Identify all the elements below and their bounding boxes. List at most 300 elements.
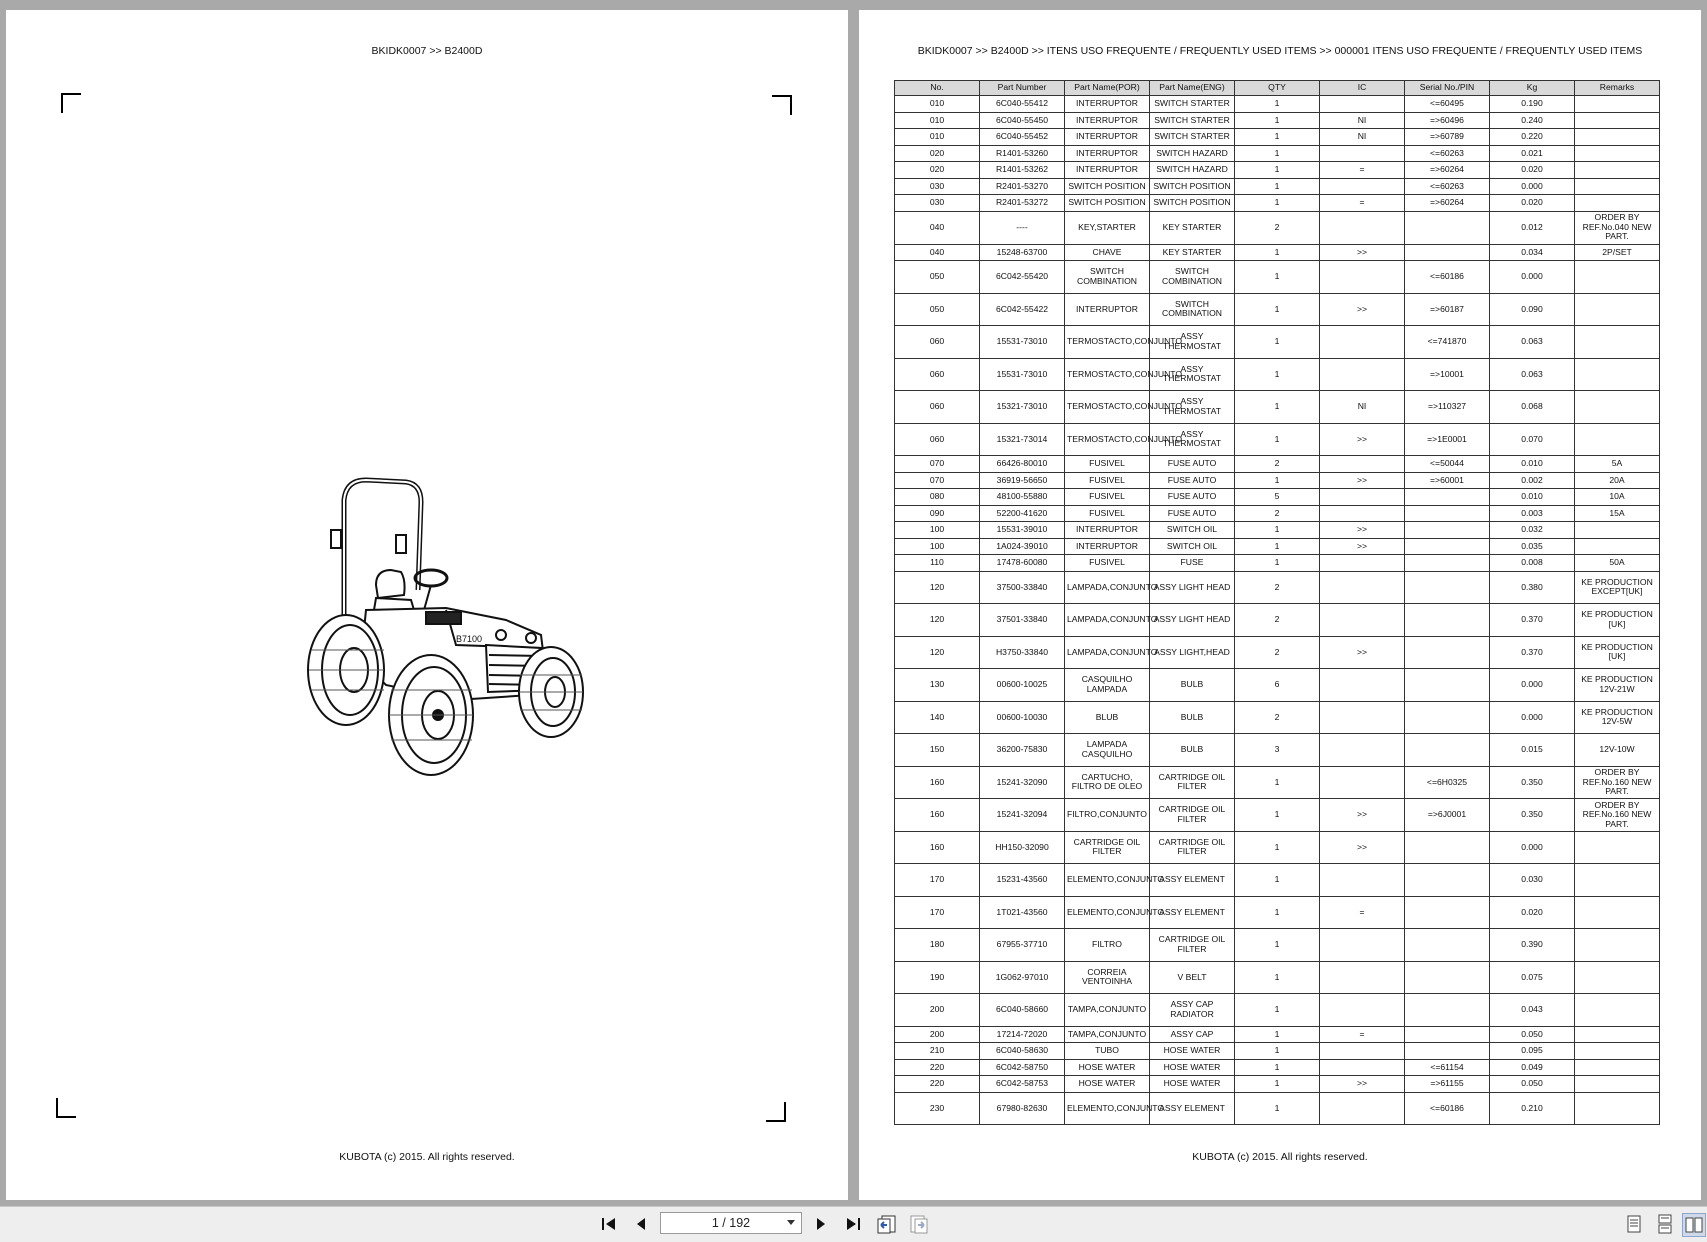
col-kg: 0.008 [1490, 555, 1575, 572]
col-remarks [1575, 162, 1660, 179]
col-part-name-eng: SWITCH COMBINATION [1150, 293, 1235, 326]
col-part-name-por: FUSIVEL [1065, 489, 1150, 506]
table-row [895, 669, 1660, 702]
col-kg: 0.000 [1490, 831, 1575, 864]
col-part-number: 1T021-43560 [980, 896, 1065, 929]
col-ic: >> [1320, 799, 1405, 832]
table-row [895, 555, 1660, 572]
col-part-name-por: TUBO [1065, 1043, 1150, 1060]
col-kg: 0.030 [1490, 864, 1575, 897]
col-part-number: R2401-53272 [980, 195, 1065, 212]
table-row [895, 489, 1660, 506]
col-serial [1405, 522, 1490, 539]
col-part-name-eng: FUSE AUTO [1150, 472, 1235, 489]
next-page-icon[interactable] [810, 1213, 832, 1235]
col-remarks: 50A [1575, 555, 1660, 572]
table-row [895, 538, 1660, 555]
col-serial [1405, 831, 1490, 864]
col-remarks: 2P/SET [1575, 244, 1660, 261]
col-ic: >> [1320, 423, 1405, 456]
col-serial [1405, 1043, 1490, 1060]
col-part-name-por: INTERRUPTOR [1065, 293, 1150, 326]
col-qty: 2 [1235, 211, 1320, 244]
col-qty: 1 [1235, 293, 1320, 326]
col-qty: 1 [1235, 1026, 1320, 1043]
col-part-name-eng: BULB [1150, 669, 1235, 702]
crop-mark-bottom-left [56, 1098, 76, 1118]
col-remarks: ORDER BY REF.No.160 NEW PART. [1575, 766, 1660, 799]
col-part-name-por: CHAVE [1065, 244, 1150, 261]
col-serial [1405, 929, 1490, 962]
col-no: 050 [895, 293, 980, 326]
col-part-number: 37500-33840 [980, 571, 1065, 604]
col-qty: 1 [1235, 112, 1320, 129]
col-remarks [1575, 1026, 1660, 1043]
col-serial [1405, 555, 1490, 572]
col-serial [1405, 244, 1490, 261]
table-row [895, 261, 1660, 294]
header-col-qty: QTY [1235, 81, 1320, 96]
col-part-name-por: INTERRUPTOR [1065, 145, 1150, 162]
col-qty: 3 [1235, 734, 1320, 767]
col-ic [1320, 994, 1405, 1027]
table-row [895, 96, 1660, 113]
col-part-number: 37501-33840 [980, 604, 1065, 637]
col-qty: 1 [1235, 178, 1320, 195]
col-serial [1405, 1026, 1490, 1043]
col-part-name-por: FUSIVEL [1065, 505, 1150, 522]
col-kg: 0.190 [1490, 96, 1575, 113]
table-row [895, 129, 1660, 146]
col-ic [1320, 701, 1405, 734]
header-col-no: No. [895, 81, 980, 96]
col-part-name-por: TERMOSTACTO,CONJUNTO [1065, 326, 1150, 359]
table-row [895, 522, 1660, 539]
col-qty: 2 [1235, 701, 1320, 734]
col-ic [1320, 326, 1405, 359]
header-col-kg: Kg [1490, 81, 1575, 96]
col-kg: 0.034 [1490, 244, 1575, 261]
crop-mark-bottom-right [766, 1102, 786, 1122]
col-serial [1405, 896, 1490, 929]
col-part-name-eng: SWITCH HAZARD [1150, 162, 1235, 179]
col-no: 050 [895, 261, 980, 294]
col-no: 220 [895, 1059, 980, 1076]
col-no: 130 [895, 669, 980, 702]
col-part-name-eng: ASSY THERMOSTAT [1150, 423, 1235, 456]
col-kg: 0.095 [1490, 1043, 1575, 1060]
col-ic: >> [1320, 472, 1405, 489]
col-part-number: 15531-73010 [980, 358, 1065, 391]
col-part-name-por: TERMOSTACTO,CONJUNTO [1065, 358, 1150, 391]
col-remarks: 15A [1575, 505, 1660, 522]
col-ic [1320, 1059, 1405, 1076]
table-row [895, 734, 1660, 767]
col-part-number: 17478-60080 [980, 555, 1065, 572]
col-part-number: 17214-72020 [980, 1026, 1065, 1043]
col-part-name-por: FUSIVEL [1065, 456, 1150, 473]
col-kg: 0.380 [1490, 571, 1575, 604]
table-row [895, 472, 1660, 489]
col-qty: 1 [1235, 929, 1320, 962]
col-remarks [1575, 1043, 1660, 1060]
col-remarks: 5A [1575, 456, 1660, 473]
col-part-name-eng: BULB [1150, 734, 1235, 767]
col-part-number: 1G062-97010 [980, 961, 1065, 994]
col-part-name-por: INTERRUPTOR [1065, 96, 1150, 113]
col-kg: 0.390 [1490, 929, 1575, 962]
table-row [895, 1092, 1660, 1125]
table-row [895, 1059, 1660, 1076]
col-kg: 0.012 [1490, 211, 1575, 244]
col-part-name-por: LAMPADA CASQUILHO [1065, 734, 1150, 767]
col-remarks: KE PRODUCTION 12V-5W [1575, 701, 1660, 734]
col-serial: =>1E0001 [1405, 423, 1490, 456]
table-row [895, 1043, 1660, 1060]
col-no: 020 [895, 162, 980, 179]
col-remarks [1575, 1076, 1660, 1093]
col-qty: 1 [1235, 195, 1320, 212]
col-part-name-por: CARTUCHO, FILTRO DE OLEO [1065, 766, 1150, 799]
col-qty: 1 [1235, 358, 1320, 391]
col-part-number: R1401-53262 [980, 162, 1065, 179]
col-part-name-eng: V BELT [1150, 961, 1235, 994]
viewer-toolbar [0, 1206, 1707, 1242]
col-part-name-por: LAMPADA,CONJUNTO [1065, 636, 1150, 669]
table-row [895, 244, 1660, 261]
col-part-name-eng: ASSY CAP RADIATOR [1150, 994, 1235, 1027]
col-kg: 0.370 [1490, 604, 1575, 637]
col-remarks: KE PRODUCTION 12V-21W [1575, 669, 1660, 702]
tractor-badge: B7100 [456, 634, 483, 644]
col-part-number: 48100-55880 [980, 489, 1065, 506]
col-qty: 2 [1235, 571, 1320, 604]
col-part-number: 00600-10030 [980, 701, 1065, 734]
col-qty: 1 [1235, 472, 1320, 489]
col-ic [1320, 604, 1405, 637]
col-serial [1405, 604, 1490, 637]
col-remarks [1575, 293, 1660, 326]
col-ic: = [1320, 1026, 1405, 1043]
continuous-view-icon[interactable] [1654, 1213, 1676, 1235]
col-serial: <=60495 [1405, 96, 1490, 113]
col-part-name-por: INTERRUPTOR [1065, 129, 1150, 146]
col-remarks [1575, 261, 1660, 294]
table-row [895, 864, 1660, 897]
col-no: 030 [895, 178, 980, 195]
col-qty: 1 [1235, 864, 1320, 897]
first-page-icon[interactable] [598, 1213, 620, 1235]
col-no: 200 [895, 1026, 980, 1043]
col-ic [1320, 864, 1405, 897]
col-serial: <=60263 [1405, 145, 1490, 162]
table-row [895, 326, 1660, 359]
col-part-number: 6C040-55450 [980, 112, 1065, 129]
col-kg: 0.000 [1490, 178, 1575, 195]
col-kg: 0.020 [1490, 162, 1575, 179]
col-remarks: KE PRODUCTION [UK] [1575, 604, 1660, 637]
col-qty: 2 [1235, 505, 1320, 522]
col-part-name-eng: BULB [1150, 701, 1235, 734]
table-row [895, 929, 1660, 962]
col-part-number: 66426-80010 [980, 456, 1065, 473]
prev-page-icon[interactable] [630, 1213, 652, 1235]
col-part-number: 00600-10025 [980, 669, 1065, 702]
table-row [895, 456, 1660, 473]
table-row [895, 766, 1660, 799]
col-serial: =>60187 [1405, 293, 1490, 326]
col-part-number: 6C040-55452 [980, 129, 1065, 146]
col-part-name-por: CORREIA VENTOINHA [1065, 961, 1150, 994]
col-kg: 0.003 [1490, 505, 1575, 522]
table-row [895, 391, 1660, 424]
col-serial: =>110327 [1405, 391, 1490, 424]
col-part-name-eng: SWITCH STARTER [1150, 112, 1235, 129]
col-kg: 0.050 [1490, 1026, 1575, 1043]
col-ic: = [1320, 162, 1405, 179]
col-qty: 1 [1235, 1043, 1320, 1060]
col-kg: 0.000 [1490, 669, 1575, 702]
col-ic: >> [1320, 636, 1405, 669]
col-serial [1405, 734, 1490, 767]
col-ic [1320, 961, 1405, 994]
col-ic: NI [1320, 129, 1405, 146]
col-part-name-por: CASQUILHO LAMPADA [1065, 669, 1150, 702]
two-page-view-icon[interactable] [1682, 1213, 1706, 1237]
col-serial [1405, 994, 1490, 1027]
col-no: 190 [895, 961, 980, 994]
col-no: 060 [895, 358, 980, 391]
col-ic: >> [1320, 293, 1405, 326]
table-row [895, 1076, 1660, 1093]
col-qty: 2 [1235, 636, 1320, 669]
col-remarks [1575, 1059, 1660, 1076]
col-remarks: KE PRODUCTION EXCEPT[UK] [1575, 571, 1660, 604]
crop-mark-top-left [61, 93, 81, 113]
col-no: 060 [895, 391, 980, 424]
col-remarks [1575, 112, 1660, 129]
col-serial: =>61155 [1405, 1076, 1490, 1093]
col-qty: 1 [1235, 1059, 1320, 1076]
col-no: 220 [895, 1076, 980, 1093]
col-remarks [1575, 96, 1660, 113]
col-serial: <=6H0325 [1405, 766, 1490, 799]
col-serial [1405, 571, 1490, 604]
col-no: 170 [895, 864, 980, 897]
col-ic [1320, 211, 1405, 244]
header-col-ic: IC [1320, 81, 1405, 96]
left-footer: KUBOTA (c) 2015. All rights reserved. [339, 1151, 515, 1163]
col-part-number: H3750-33840 [980, 636, 1065, 669]
col-serial [1405, 961, 1490, 994]
table-header-row [895, 81, 1660, 96]
col-part-name-eng: SWITCH HAZARD [1150, 145, 1235, 162]
col-serial [1405, 701, 1490, 734]
col-part-name-eng: FUSE AUTO [1150, 505, 1235, 522]
col-part-name-por: TAMPA,CONJUNTO [1065, 994, 1150, 1027]
col-part-name-eng: ASSY LIGHT,HEAD [1150, 636, 1235, 669]
col-remarks [1575, 522, 1660, 539]
col-no: 150 [895, 734, 980, 767]
col-ic: >> [1320, 538, 1405, 555]
col-remarks [1575, 129, 1660, 146]
col-ic [1320, 261, 1405, 294]
table-row [895, 358, 1660, 391]
col-part-name-por: FILTRO [1065, 929, 1150, 962]
col-part-name-eng: SWITCH POSITION [1150, 178, 1235, 195]
col-remarks [1575, 145, 1660, 162]
col-ic: >> [1320, 831, 1405, 864]
col-ic: NI [1320, 112, 1405, 129]
col-remarks [1575, 391, 1660, 424]
col-part-number: ---- [980, 211, 1065, 244]
col-part-name-por: ELEMENTO,CONJUNTO [1065, 864, 1150, 897]
col-part-name-eng: FUSE [1150, 555, 1235, 572]
header-col-remarks: Remarks [1575, 81, 1660, 96]
col-ic: >> [1320, 244, 1405, 261]
col-part-name-por: LAMPADA,CONJUNTO [1065, 604, 1150, 637]
col-part-name-eng: FUSE AUTO [1150, 456, 1235, 473]
header-col-part-number: Part Number [980, 81, 1065, 96]
col-part-name-por: FUSIVEL [1065, 472, 1150, 489]
col-kg: 0.010 [1490, 489, 1575, 506]
col-no: 110 [895, 555, 980, 572]
col-ic: >> [1320, 522, 1405, 539]
col-serial [1405, 489, 1490, 506]
col-no: 060 [895, 423, 980, 456]
col-part-number: 6C040-55412 [980, 96, 1065, 113]
col-part-name-eng: ASSY ELEMENT [1150, 896, 1235, 929]
col-serial: =>60789 [1405, 129, 1490, 146]
col-part-name-por: HOSE WATER [1065, 1059, 1150, 1076]
col-kg: 0.063 [1490, 358, 1575, 391]
col-kg: 0.002 [1490, 472, 1575, 489]
col-kg: 0.010 [1490, 456, 1575, 473]
table-row [895, 571, 1660, 604]
col-remarks: 10A [1575, 489, 1660, 506]
col-part-name-eng: ASSY ELEMENT [1150, 1092, 1235, 1125]
col-part-number: 15531-39010 [980, 522, 1065, 539]
col-part-number: 6C042-58753 [980, 1076, 1065, 1093]
col-part-name-eng: SWITCH POSITION [1150, 195, 1235, 212]
col-ic [1320, 489, 1405, 506]
col-no: 040 [895, 211, 980, 244]
col-part-name-eng: KEY STARTER [1150, 211, 1235, 244]
col-remarks: KE PRODUCTION [UK] [1575, 636, 1660, 669]
col-no: 160 [895, 831, 980, 864]
col-remarks [1575, 195, 1660, 212]
col-part-name-eng: HOSE WATER [1150, 1059, 1235, 1076]
last-page-icon[interactable] [842, 1213, 864, 1235]
go-forward-icon[interactable] [908, 1213, 930, 1235]
col-no: 120 [895, 571, 980, 604]
col-serial [1405, 538, 1490, 555]
crop-mark-top-right [772, 95, 792, 115]
table-row [895, 831, 1660, 864]
col-remarks: ORDER BY REF.No.040 NEW PART. [1575, 211, 1660, 244]
col-qty: 1 [1235, 994, 1320, 1027]
col-part-number: 15231-43560 [980, 864, 1065, 897]
col-kg: 0.063 [1490, 326, 1575, 359]
col-serial: =>60496 [1405, 112, 1490, 129]
col-qty: 1 [1235, 1092, 1320, 1125]
col-part-name-eng: SWITCH STARTER [1150, 129, 1235, 146]
col-kg: 0.035 [1490, 538, 1575, 555]
col-serial: <=60186 [1405, 261, 1490, 294]
col-no: 170 [895, 896, 980, 929]
col-part-name-eng: ASSY THERMOSTAT [1150, 326, 1235, 359]
col-no: 160 [895, 766, 980, 799]
col-serial: <=741870 [1405, 326, 1490, 359]
col-ic [1320, 358, 1405, 391]
col-no: 030 [895, 195, 980, 212]
col-part-name-eng: SWITCH STARTER [1150, 96, 1235, 113]
col-kg: 0.240 [1490, 112, 1575, 129]
col-part-number: 36200-75830 [980, 734, 1065, 767]
single-page-view-icon[interactable] [1623, 1213, 1645, 1235]
col-part-name-por: LAMPADA,CONJUNTO [1065, 571, 1150, 604]
col-part-name-eng: ASSY ELEMENT [1150, 864, 1235, 897]
go-back-icon[interactable] [876, 1213, 898, 1235]
col-ic [1320, 178, 1405, 195]
col-serial: <=60186 [1405, 1092, 1490, 1125]
col-kg: 0.075 [1490, 961, 1575, 994]
table-row [895, 423, 1660, 456]
header-col-serial: Serial No./PIN [1405, 81, 1490, 96]
col-qty: 1 [1235, 261, 1320, 294]
col-part-number: 6C040-58630 [980, 1043, 1065, 1060]
table-row [895, 195, 1660, 212]
col-serial: =>60001 [1405, 472, 1490, 489]
col-part-name-eng: ASSY THERMOSTAT [1150, 391, 1235, 424]
col-kg: 0.043 [1490, 994, 1575, 1027]
col-kg: 0.050 [1490, 1076, 1575, 1093]
col-remarks: 12V-10W [1575, 734, 1660, 767]
col-kg: 0.020 [1490, 896, 1575, 929]
col-part-name-por: CARTRIDGE OIL FILTER [1065, 831, 1150, 864]
col-part-name-por: FUSIVEL [1065, 555, 1150, 572]
col-ic: >> [1320, 1076, 1405, 1093]
col-part-name-por: HOSE WATER [1065, 1076, 1150, 1093]
col-no: 070 [895, 472, 980, 489]
col-part-name-eng: CARTRIDGE OIL FILTER [1150, 929, 1235, 962]
col-ic [1320, 555, 1405, 572]
page-number-input[interactable] [660, 1212, 802, 1234]
col-qty: 5 [1235, 489, 1320, 506]
col-ic [1320, 1043, 1405, 1060]
left-breadcrumb: BKIDK0007 >> B2400D [371, 45, 483, 57]
col-part-name-por: SWITCH POSITION [1065, 178, 1150, 195]
chevron-down-icon[interactable] [787, 1220, 795, 1225]
col-ic [1320, 571, 1405, 604]
col-remarks [1575, 961, 1660, 994]
col-no: 230 [895, 1092, 980, 1125]
col-remarks [1575, 831, 1660, 864]
col-part-number: 15248-63700 [980, 244, 1065, 261]
col-no: 140 [895, 701, 980, 734]
col-qty: 6 [1235, 669, 1320, 702]
col-part-name-por: TERMOSTACTO,CONJUNTO [1065, 391, 1150, 424]
col-part-name-por: INTERRUPTOR [1065, 538, 1150, 555]
col-part-name-eng: ASSY THERMOSTAT [1150, 358, 1235, 391]
col-part-number: 6C042-55422 [980, 293, 1065, 326]
col-part-number: HH150-32090 [980, 831, 1065, 864]
col-part-number: R2401-53270 [980, 178, 1065, 195]
right-breadcrumb: BKIDK0007 >> B2400D >> ITENS USO FREQUENTE / FREQUENTLY USED ITEMS >> 000001 ITENS USO FREQUENTE / FREQUENTLY USED ITEMS [917, 45, 1643, 57]
table-row [895, 961, 1660, 994]
col-serial: <=60263 [1405, 178, 1490, 195]
col-part-name-eng: ASSY CAP [1150, 1026, 1235, 1043]
